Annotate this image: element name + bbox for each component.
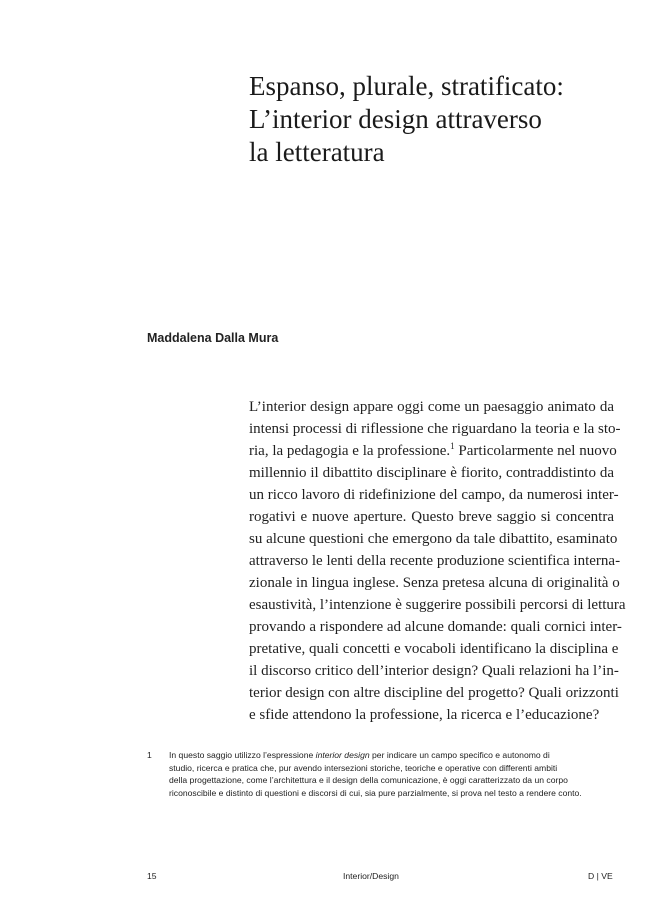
body-line: provando a rispondere ad alcune domande: quali cornici inter- [249, 619, 622, 635]
body-line-part: ria, la pedagogia e la professione. [249, 443, 451, 459]
body-line: il discorso critico dell’interior design? Quali relazioni ha l’in- [249, 663, 619, 679]
journal-name: Interior/Design [343, 871, 399, 881]
footnote-line: riconoscibile e distinto di questioni e discorsi di cui, sia pure parzialmente, si prova nel testo a rendere conto. [169, 787, 582, 798]
body-line: zionale in lingua inglese. Senza pretesa alcuna di originalità o [249, 575, 620, 591]
footnote-line-rest: per indicare un campo specifico e autonomo di [369, 750, 550, 760]
title-line: L’interior design attraverso [249, 104, 542, 134]
body-line: intensi processi di riflessione che riguardano la teoria e la sto- [249, 421, 621, 437]
body-line: terior design con altre discipline del progetto? Quali orizzonti [249, 685, 619, 701]
footnote-line: della progettazione, come l’architettura e il design della comunicazione, è oggi caratterizzato da un corpo [169, 775, 568, 786]
author-name: Maddalena Dalla Mura [147, 331, 279, 345]
publisher-logo: D | VE [588, 871, 613, 881]
article-title [249, 70, 629, 169]
title-line: Espanso, plurale, stratificato: [249, 71, 564, 101]
body-line [249, 440, 617, 462]
body-line-part: Particolarmente nel nuovo [458, 443, 617, 459]
footnote-ref[interactable]: 1 [450, 441, 455, 451]
footnote-line: studio, ricerca e pratica che, pur avendo intersezioni storiche, teoriche e operative con differenti ambiti [169, 762, 558, 773]
body-line: esaustività, l’intenzione è suggerire possibili percorsi di lettura [249, 597, 626, 613]
body-line: un ricco lavoro di ridefinizione del campo, da numerosi inter- [249, 487, 619, 503]
body-paragraph [249, 396, 626, 726]
body-line: e sfide attendono la professione, la ricerca e l’educazione? [249, 707, 600, 723]
body-line: L’interior design appare oggi come un paesaggio animato da [249, 399, 614, 415]
footnote-line [169, 749, 617, 762]
title-line: la letteratura [249, 137, 385, 167]
body-line: pretative, quali concetti e vocaboli identificano la disciplina e [249, 641, 619, 657]
body-line: su alcune questioni che emergono da tale dibattito, esaminato [249, 531, 618, 547]
page-number: 15 [147, 871, 157, 881]
footnote-number: 1 [147, 750, 152, 760]
footnote-term: interior design [315, 750, 370, 760]
footnote-text [169, 749, 617, 799]
body-line: millennio il dibattito disciplinare è fiorito, contraddistinto da [249, 465, 614, 481]
body-line: attraverso le lenti della recente produzione scientifica interna- [249, 553, 621, 569]
body-line: rogativi e nuove aperture. Questo breve saggio si concentra [249, 509, 614, 525]
footnote-intro: In questo saggio utilizzo l’espressione [169, 750, 316, 760]
